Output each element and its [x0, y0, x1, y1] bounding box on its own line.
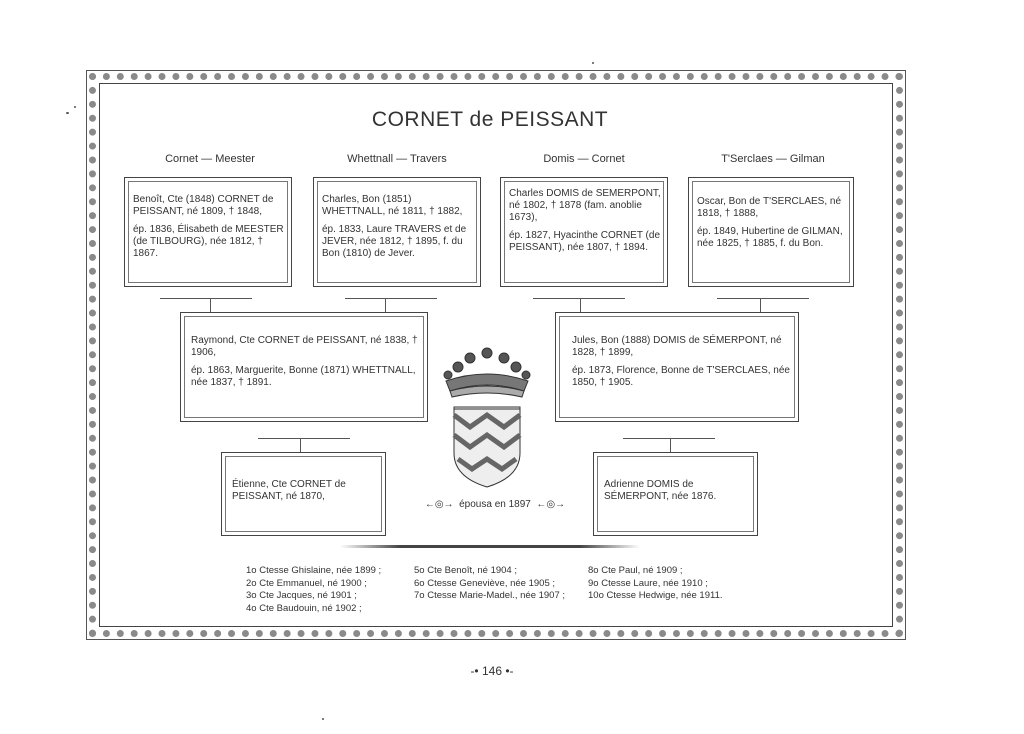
connector-line: [533, 298, 625, 299]
child-item: 1o Ctesse Ghislaine, née 1899 ;: [246, 565, 382, 576]
child-item: 4o Cte Baudouin, né 1902 ;: [246, 602, 362, 614]
marriage-text: ép. 1849, Hubertine de GILMAN, née 1825, † 1885, f. du Bon.: [697, 226, 843, 249]
child-item: 10o Ctesse Hedwige, née 1911.: [588, 590, 723, 601]
person-text: Étienne, Cte CORNET de PEISSANT, né 1870,: [232, 479, 346, 502]
page-number: [452, 664, 532, 678]
person-box-gen1-3: [500, 177, 668, 287]
page-title: CORNET de PEISSANT: [371, 108, 609, 131]
person-text: Jules, Bon (1888) DOMIS de SÉMERPONT, né 1828, † 1899,: [572, 335, 782, 358]
child-item: 5o Cte Benoît, né 1904 ;: [414, 565, 517, 576]
connector-line: [300, 438, 301, 452]
person-box-gen1-4: [688, 177, 854, 287]
person-text: Charles, Bon (1851) WHETTNALL, né 1811, † 1882,: [322, 194, 463, 217]
marriage-label: [420, 499, 570, 510]
marriage-text: ép. 1873, Florence, Bonne de T'SERCLAES, née 1850, † 1905.: [572, 365, 790, 388]
column-heading-1: Cornet — Meester: [165, 153, 255, 165]
connector-line: [670, 438, 671, 452]
marriage-text: épousa en 1897: [459, 499, 531, 510]
connector-line: [210, 298, 211, 312]
connector-line: [717, 298, 809, 299]
child-item: 2o Cte Emmanuel, né 1900 ;: [246, 577, 367, 589]
scan-speck: [322, 718, 324, 720]
child-item: 7o Ctesse Marie-Madel., née 1907 ;: [414, 590, 566, 601]
marriage-text: ép. 1836, Élisabeth de MEESTER (de TILBOURG), née 1812, † 1867.: [133, 224, 284, 259]
page-number-ornament: -•: [470, 664, 479, 678]
column-heading-4: T'Serclaes — Gilman: [721, 153, 825, 165]
marriage-text: ép. 1833, Laure TRAVERS et de JEVER, née 1812, † 1895, f. du Bon (1810) de Jever.: [322, 224, 467, 259]
person-box-gen1-1: [124, 177, 292, 287]
connector-line: [623, 438, 715, 439]
connector-line: [345, 298, 437, 299]
scan-speck: [66, 112, 69, 114]
person-text: Raymond, Cte CORNET de PEISSANT, né 1838, † 1906,: [191, 335, 418, 358]
connector-line: [385, 298, 386, 312]
scan-speck: [592, 62, 594, 64]
column-heading-2: Whettnall — Travers: [347, 153, 447, 165]
person-box-gen3-2: [593, 452, 758, 536]
person-box-gen3-1: [221, 452, 386, 536]
person-box-gen1-2: [313, 177, 481, 287]
person-box-gen2-1: [180, 312, 428, 422]
page-number-ornament: •-: [505, 664, 514, 678]
ornament-left: ←◎→: [424, 499, 454, 510]
scan-speck: [74, 106, 76, 108]
person-text: Benoît, Cte (1848) CORNET de PEISSANT, né 1809, † 1848,: [133, 194, 274, 217]
column-heading-3: Domis — Cornet: [543, 153, 625, 165]
child-item: 9o Ctesse Laure, née 1910 ;: [588, 577, 708, 589]
coat-of-arms-icon: [440, 345, 534, 490]
person-text: Adrienne DOMIS de SÉMERPONT, née 1876.: [604, 479, 717, 502]
connector-line: [580, 298, 581, 312]
marriage-text: ép. 1827, Hyacinthe CORNET (de PEISSANT), née 1807, † 1894.: [509, 230, 661, 253]
children-list-3: [588, 565, 723, 603]
connector-line: [160, 298, 252, 299]
children-list-2: [414, 565, 565, 603]
child-item: 8o Cte Paul, né 1909 ;: [588, 565, 683, 576]
divider-line: [340, 545, 640, 548]
ornament-right: ←◎→: [536, 499, 566, 510]
page-number-value: 146: [481, 664, 503, 678]
marriage-text: ép. 1863, Marguerite, Bonne (1871) WHETTNALL, née 1837, † 1891.: [191, 365, 416, 388]
person-text: Oscar, Bon de T'SERCLAES, né 1818, † 1888,: [697, 196, 842, 219]
children-list-1: [246, 565, 381, 615]
child-item: 3o Cte Jacques, né 1901 ;: [246, 590, 357, 601]
person-text: Charles DOMIS de SEMERPONT, né 1802, † 1878 (fam. anoblie 1673),: [509, 188, 661, 223]
person-box-gen2-2: [555, 312, 799, 422]
connector-line: [760, 298, 761, 312]
child-item: 6o Ctesse Geneviève, née 1905 ;: [414, 577, 556, 589]
connector-line: [258, 438, 350, 439]
